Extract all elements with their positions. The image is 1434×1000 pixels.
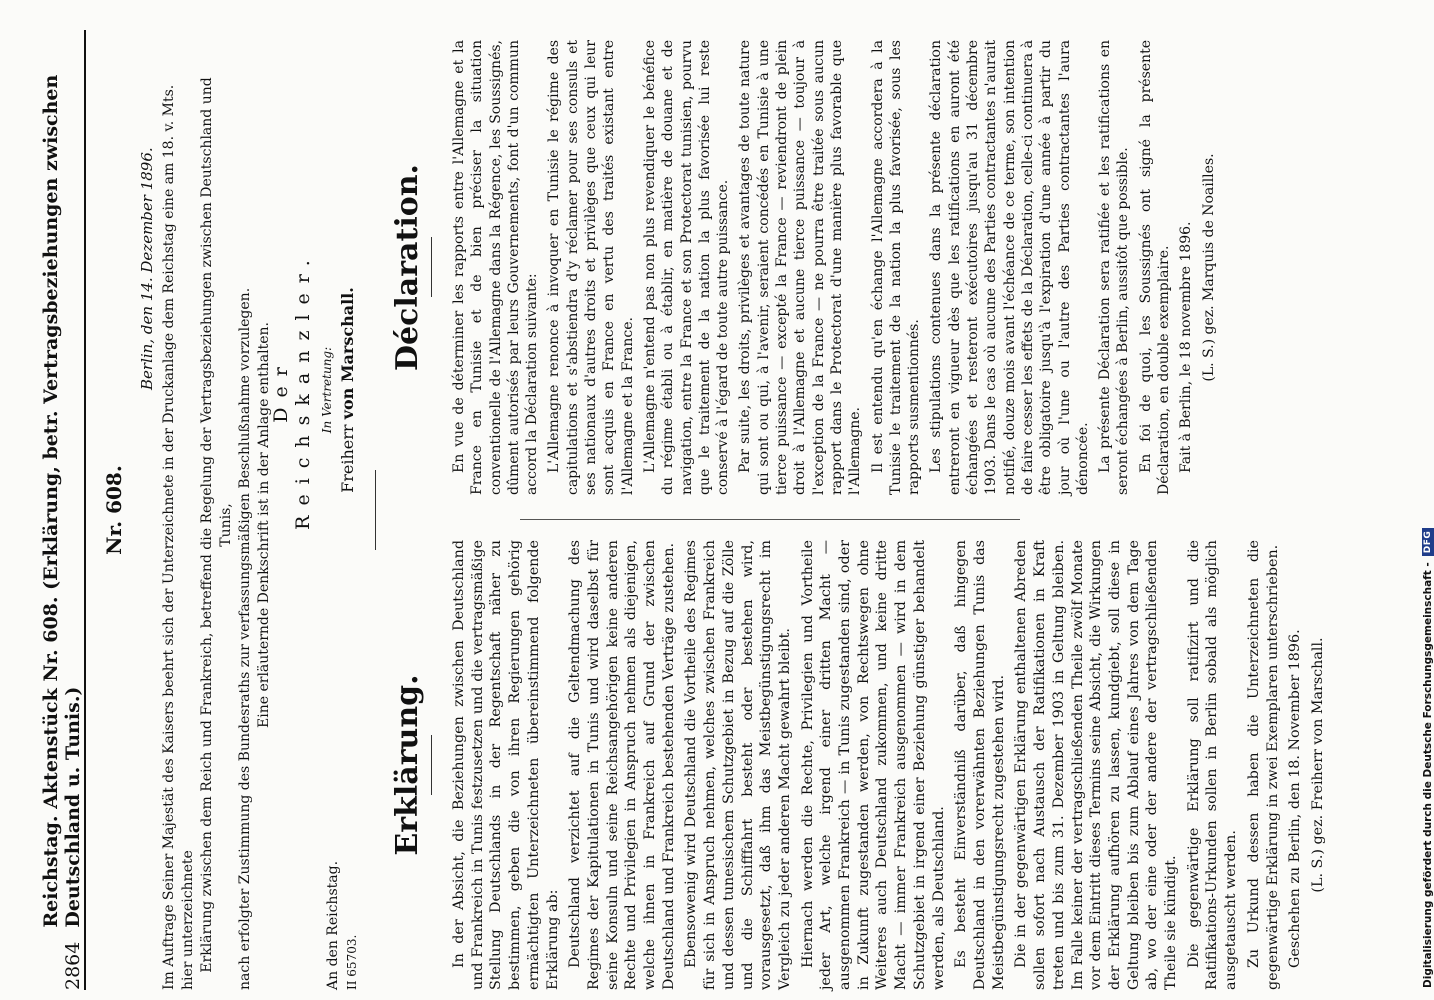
- french-paragraph: La présente Déclaration sera ratifiée et les ratifications en seront échangées à Berlin, aussitôt que possible.: [1097, 40, 1132, 495]
- signature-prefix: Freiherr: [338, 424, 357, 493]
- chancellor-title: Der Reichskanzler.: [270, 250, 314, 530]
- french-column: [450, 40, 1222, 495]
- french-title: [390, 40, 432, 495]
- german-dated: Geschehen zu Berlin, den 18. November 1896.: [1287, 629, 1304, 968]
- title-underline: [431, 735, 432, 795]
- german-paragraph: Ebensowenig wird Deutschland die Vortheile des Regimes für sich in Anspruch nehmen, welches zwischen Frankreich und dessen tunesischem Schutzgebiet in Bezug auf die Zölle und die Schifffahrt besteht oder bestehen wird, vorausgesetzt, daß ihm das Meistbegünstigungsrecht im Vergleich zu jeder anderen Macht gewahrt bleibt.: [683, 540, 793, 990]
- german-paragraph: In der Absicht, die Beziehungen zwischen Deutschland und Frankreich in Tunis festzusetzen und die vertragsmäßige Stellung Deutschlands in der Regentschaft näher zu bestimmen, geben die von ihren Regierungen gehörig ermächtigten Unterzeichneten übereinstimmend folgende Erklärung ab:: [451, 540, 561, 990]
- french-paragraph: L'Allemagne renonce à invoquer en Tunisie le régime des capitulations et s'abstiendra d'y réclamer pour ses consuls et ses nationaux d'autres droits et privilèges que ceux qui leur sont acquis en France en vertu des traités existant entre l'Allemagne et la France.: [546, 40, 636, 495]
- german-paragraph: Deutschland verzichtet auf die Geltendmachung des Regimes der Kapitulationen in Tunis und wird daselbst für seine Konsuln und seine Reichsangehörigen keine anderen Rechte und Privilegien in Anspruch nehmen als diejenigen, welche ihnen in Frankreich auf Grund der zwischen Deutschland und Frankreich bestehenden Verträge zustehen.: [567, 540, 677, 990]
- signature-name: von Marschall.: [338, 287, 357, 420]
- title-underline: [431, 238, 432, 298]
- german-paragraph: Hiernach werden die Rechte, Privilegien und Vortheile jeder Art, welche irgend einer dritten Macht — ausgenommen Frankreich — in Tunis zugestanden sind, oder in Zukunft zugestanden werden, von Rechtswegen ohne Weiteres auch Deutschland zukommen, und keine dritte Macht — immer Frankreich ausgenommen — wird in dem Schutzgebiet in irgend einer Beziehung günstiger behandelt werden, als Deutschland.: [799, 540, 947, 990]
- running-header: [40, 30, 86, 990]
- deputy-label: In Vertretung:: [320, 346, 334, 434]
- intro-paragraph: Im Auftrage Seiner Majestät des Kaisers beehrt sich der Unterzeichnete in der Druckanlage dem Reichstag eine am 18. v. Mts. hier unterzeichnete: [161, 84, 196, 990]
- chancellor-signature: [338, 230, 357, 550]
- dfg-credit-text: Digitalisierung gefördert durch die Deutsche Forschungsgemeinschaft -: [1422, 562, 1434, 988]
- intro-paragraph: Eine erläuternde Denkschrift ist in der Anlage enthalten.: [256, 322, 272, 728]
- german-column: [450, 540, 1332, 990]
- german-paragraph: Die gegenwärtige Erklärung soll ratifizirt und die Ratifikations-Urkunden sollen in Berlin sobald als möglich ausgetauscht werden.: [1185, 540, 1240, 990]
- letter-date: Berlin, den 14. Dezember 1896.: [138, 147, 156, 390]
- french-paragraph: En foi de quoi, les Soussignés ont signé la présente Déclaration, en double exemplaire.: [1137, 40, 1172, 495]
- french-paragraph: Les stipulations contenues dans la présente déclaration entreront en vigueur dès que les ratifications en auront été échangées et resteront exécutoires jusqu'au 31 décembre 1903. Dans le cas où aucune des Parties contractantes n'aurait notifié, douze mois avant l'échéance de ce terme, son intention de faire cesser les effets de la Déclaration, celle-ci continuera à être obligatoire jusqu'à l'expiration d'une année à partir du jour où l'une ou l'autre des Parties contractantes l'aura dénoncée.: [928, 40, 1091, 495]
- header-title: Reichstag. Aktenstück Nr. 608. (Erklärung, betr. Vertragsbeziehungen zwischen Deutschland u. Tunis.): [40, 74, 84, 928]
- german-signature: (L. S.) gez. Freiherr von Marschall.: [1309, 637, 1326, 893]
- intro-declaration-title: Erklärung zwischen dem Reich und Frankreich, betreffend die Regelung der Vertragsbeziehungen zwischen Deutschland und Tunis,: [199, 77, 234, 973]
- french-paragraph: Par suite, les droits, privilèges et avantages de toute nature qui sont ou qui, à l'avenir, seraient concédés en Tunisie à une tierce puissance — excepté la France — reviendront de plein droit à l'Allemagne et aucune tierce puissance — toujour à l'exception de la France — ne pourra être traitée sous aucun rapport dans le Protectorat d'une manière plus favorable que l'Allemagne.: [737, 40, 864, 495]
- german-paragraph: Die in der gegenwärtigen Erklärung enthaltenen Abreden sollen sofort nach Austausch der Ratifikationen in Kraft treten und bis zum 31. Dezember 1903 in Geltung bleiben. Im Falle keiner der vertragschließenden Theile zwölf Monate vor dem Eintritt dieses Termins seine Absicht, die Wirkungen der Erklärung aufhören zu lassen, kundgiebt, soll diese in Geltung bleiben bis zum Ablauf eines Jahres von dem Tage ab, wo der eine oder der andere der vertragschließenden Theile sie kündigt.: [1013, 540, 1180, 990]
- rotated-document-page: [40, 30, 1390, 990]
- german-paragraph: Es besteht Einverständniß darüber, daß hingegen Deutschland in den vorerwähnten Beziehungen Tunis das Meistbegünstigungsrecht zugestehen wird.: [953, 540, 1007, 990]
- french-paragraph: L'Allemagne n'entend pas non plus revendiquer le bénéfice du régime établi ou à établir, en matière de douane et de navigation, entre la France et son Protectorat tunisien, pourvu que le traitement de la nation la plus favorisée lui reste conservé à l'égard de toute autre puissance.: [641, 40, 732, 495]
- document-number: Nr. 608.: [102, 465, 126, 555]
- section-divider: [375, 470, 376, 550]
- french-dated: Fait à Berlin, le 18 novembre 1896.: [1178, 221, 1195, 473]
- intro-paragraph: nach erfolgter Zustimmung des Bundesraths zur verfassungsmäßigen Beschlußnahme vorzulegen.: [237, 287, 253, 990]
- french-paragraph: Il est entendu qu'en échange l'Allemagne accordera à la Tunisie le traitement de la nation la plus favorisée, sous les rapports susmentionnés.: [869, 40, 923, 495]
- reference-number: II 65703.: [345, 934, 359, 990]
- letter-signoff: [270, 30, 360, 990]
- column-divider: [520, 519, 1020, 520]
- page-number: 2864: [62, 941, 84, 990]
- german-paragraph: Zu Urkund dessen haben die Unterzeichneten die gegenwärtige Erklärung in zwei Exemplaren unterschrieben.: [1245, 540, 1281, 990]
- french-title-text: Déclaration.: [390, 164, 425, 371]
- french-paragraph: En vue de déterminer les rapports entre l'Allemagne et la France en Tunisie et de bien préciser la situation conventionelle de l'Allemagne dans la Régence, les Soussignés, dûment autorisés par leurs Gouvernements, font d'un commun accord la Déclaration suivante:: [451, 40, 541, 495]
- digitization-margin-note: [1408, 8, 1434, 988]
- german-title-text: Erklärung.: [390, 674, 425, 856]
- german-title: [390, 540, 432, 990]
- french-signature: (L. S.) gez. Marquis de Noailles.: [1200, 153, 1217, 382]
- letter-intro: [160, 60, 274, 990]
- chancellor-block: [270, 230, 357, 550]
- addressee: An den Reichstag.: [325, 860, 341, 990]
- dfg-logo: DFG: [1422, 528, 1434, 557]
